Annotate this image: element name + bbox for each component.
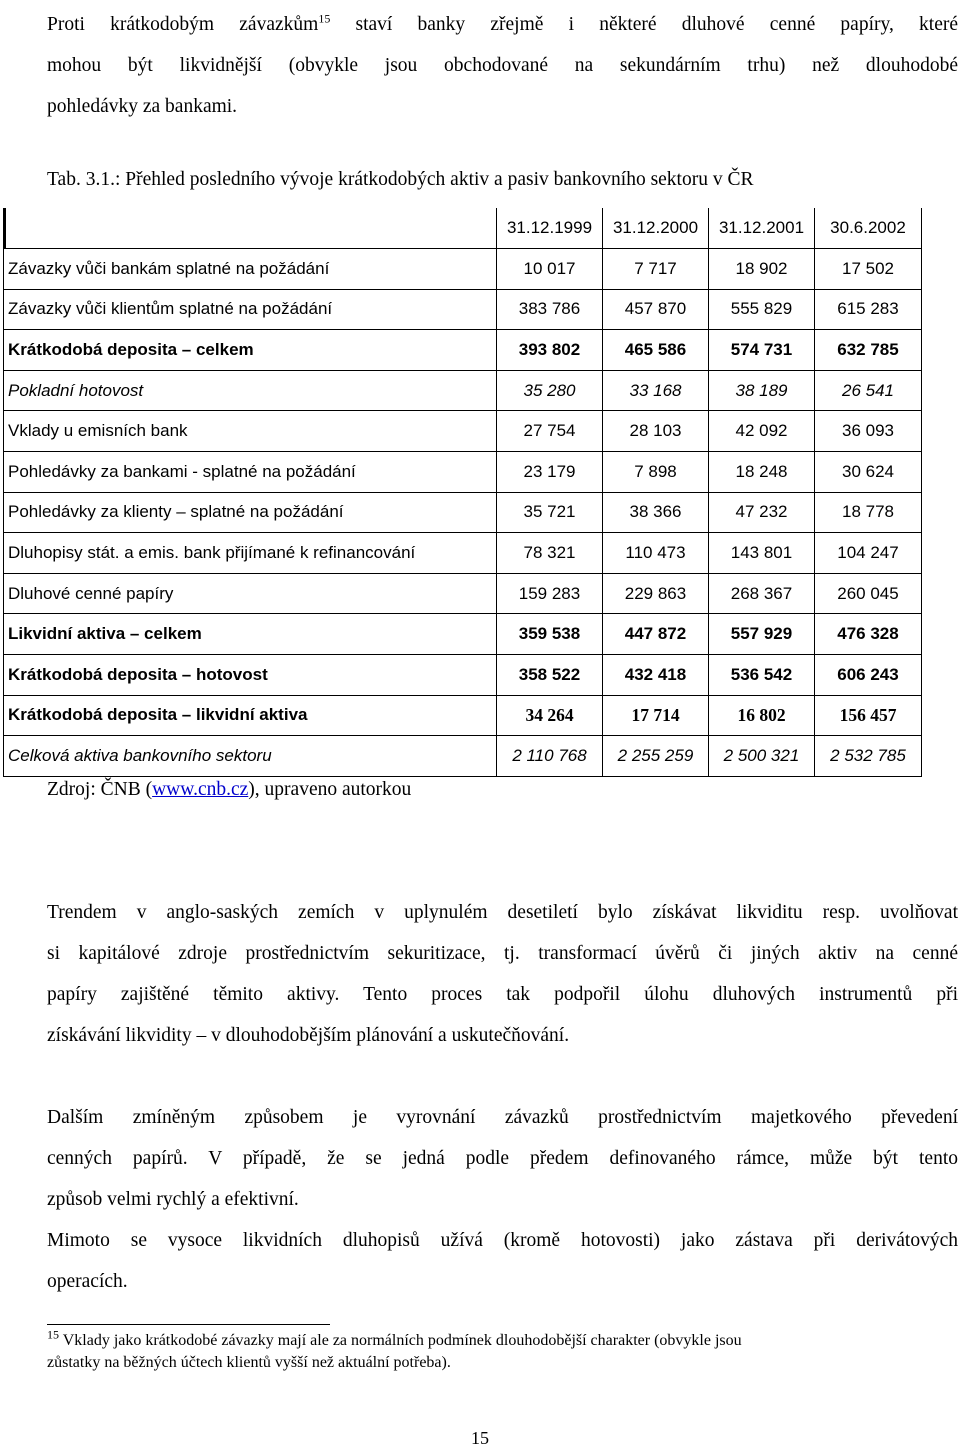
- table-row: [4, 330, 922, 371]
- column-header: 31.12.1999: [497, 208, 603, 249]
- table-cell: 260 045: [815, 573, 922, 614]
- header-corner-mark: [3, 208, 6, 249]
- table-cell: 36 093: [815, 411, 922, 452]
- footnote-divider: [47, 1324, 330, 1325]
- table-row: [4, 614, 922, 655]
- table-row: [4, 411, 922, 452]
- table-cell: 33 168: [603, 370, 709, 411]
- row-label: Krátkodobá deposita – celkem: [4, 330, 497, 371]
- table-row: [4, 736, 922, 777]
- page-number: 15: [471, 1428, 489, 1448]
- table-cell: 78 321: [497, 533, 603, 574]
- table-cell: 358 522: [497, 655, 603, 696]
- row-label: Likvidní aktiva – celkem: [4, 614, 497, 655]
- table-cell: 35 280: [497, 370, 603, 411]
- para2-line: Dalším zmíněným způsobem je vyrovnání závazků prostřednictvím majetkového převedení: [47, 1107, 958, 1128]
- intro-paragraph: [47, 4, 958, 127]
- table-cell: 38 366: [603, 492, 709, 533]
- table-cell: 476 328: [815, 614, 922, 655]
- intro-line-3: pohledávky za bankami.: [47, 96, 238, 117]
- table-cell: 632 785: [815, 330, 922, 371]
- table-cell: 156 457: [815, 695, 922, 736]
- header-empty-cell: [4, 208, 497, 249]
- table-cell: 143 801: [709, 533, 815, 574]
- table-cell: 2 532 785: [815, 736, 922, 777]
- table-cell: 457 870: [603, 289, 709, 330]
- table-cell: 615 283: [815, 289, 922, 330]
- table-cell: 18 902: [709, 249, 815, 290]
- table-cell: 23 179: [497, 452, 603, 493]
- table-cell: 536 542: [709, 655, 815, 696]
- para2-line: cenných papírů. V případě, že se jedná podle předem definovaného rámce, může být tento: [47, 1148, 958, 1169]
- row-label: Pohledávky za klienty – splatné na požádání: [4, 492, 497, 533]
- table-header-row: [4, 208, 922, 249]
- table-cell: 26 541: [815, 370, 922, 411]
- table-caption: Tab. 3.1.: Přehled posledního vývoje krátkodobých aktiv a pasiv bankovního sektoru v ČR: [47, 169, 754, 190]
- table-cell: 606 243: [815, 655, 922, 696]
- table-cell: 17 714: [603, 695, 709, 736]
- table-row: [4, 289, 922, 330]
- row-label: Vklady u emisních bank: [4, 411, 497, 452]
- table-cell: 557 929: [709, 614, 815, 655]
- table-cell: 393 802: [497, 330, 603, 371]
- table-cell: 555 829: [709, 289, 815, 330]
- table-cell: 110 473: [603, 533, 709, 574]
- table-cell: 7 717: [603, 249, 709, 290]
- table-cell: 38 189: [709, 370, 815, 411]
- footnote-ref-15[interactable]: 15: [318, 11, 331, 26]
- table-cell: 465 586: [603, 330, 709, 371]
- table-row: [4, 573, 922, 614]
- table-row: [4, 655, 922, 696]
- table-cell: 2 110 768: [497, 736, 603, 777]
- row-label: Pohledávky za bankami - splatné na požádání: [4, 452, 497, 493]
- row-label: Celková aktiva bankovního sektoru: [4, 736, 497, 777]
- row-label: Pokladní hotovost: [4, 370, 497, 411]
- row-label: Dluhové cenné papíry: [4, 573, 497, 614]
- column-header: 30.6.2002: [815, 208, 922, 249]
- source-link[interactable]: www.cnb.cz: [152, 779, 249, 800]
- table-cell: 28 103: [603, 411, 709, 452]
- row-label: Závazky vůči bankám splatné na požádání: [4, 249, 497, 290]
- row-label: Krátkodobá deposita – likvidní aktiva: [4, 695, 497, 736]
- column-header: 31.12.2000: [603, 208, 709, 249]
- intro-line-2: mohou být likvidnější (obvykle jsou obchodované na sekundárním trhu) než dlouhodobé: [47, 55, 958, 76]
- data-table: [3, 208, 922, 777]
- paragraph-collateral: [47, 1220, 958, 1302]
- table-cell: 16 802: [709, 695, 815, 736]
- table-row: [4, 249, 922, 290]
- table-cell: 432 418: [603, 655, 709, 696]
- para2-line: způsob velmi rychlý a efektivní.: [47, 1189, 299, 1210]
- para3-line: operacích.: [47, 1271, 128, 1292]
- paragraph-settlement: [47, 1097, 958, 1220]
- table-cell: 35 721: [497, 492, 603, 533]
- para1-line: papíry zajištěné těmito aktivy. Tento proces tak podpořil úlohu dluhových instrumentů při: [47, 984, 958, 1005]
- paragraph-securitization: [47, 892, 958, 1056]
- para1-line: Trendem v anglo-saských zemích v uplynulém desetiletí bylo získávat likviditu resp. uvolňovat: [47, 902, 958, 923]
- table-cell: 268 367: [709, 573, 815, 614]
- intro-line-1: Proti krátkodobým závazkům$^{15}$ staví banky zřejmě i některé dluhové cenné papíry, které: [47, 11, 958, 35]
- table-cell: 2 255 259: [603, 736, 709, 777]
- row-label: Závazky vůči klientům splatné na požádání: [4, 289, 497, 330]
- table-cell: 27 754: [497, 411, 603, 452]
- table-cell: 42 092: [709, 411, 815, 452]
- table-cell: 159 283: [497, 573, 603, 614]
- table-cell: 229 863: [603, 573, 709, 614]
- para1-line: si kapitálové zdroje prostřednictvím sekuritizace, tj. transformací úvěrů či jiných aktiv na cenné: [47, 943, 958, 964]
- footnote-15: $^{15}$ Vklady jako krátkodobé závazky mají ale za normálních podmínek dlouhodobější charakter (obvykle jsou zůstatky na běžných účtech klientů vyšší než aktuální potřeba).: [47, 1327, 742, 1371]
- source-note: Zdroj: ČNB (www.cnb.cz), upraveno autorkou: [47, 779, 412, 800]
- table-row: [4, 695, 922, 736]
- table-cell: 34 264: [497, 695, 603, 736]
- table-cell: 17 502: [815, 249, 922, 290]
- table-cell: 2 500 321: [709, 736, 815, 777]
- table-cell: 47 232: [709, 492, 815, 533]
- table-cell: 30 624: [815, 452, 922, 493]
- table-cell: 574 731: [709, 330, 815, 371]
- table-cell: 10 017: [497, 249, 603, 290]
- row-label: Krátkodobá deposita – hotovost: [4, 655, 497, 696]
- footnote-number: 15: [47, 1327, 59, 1342]
- table-row: [4, 492, 922, 533]
- table-cell: 447 872: [603, 614, 709, 655]
- column-header: 31.12.2001: [709, 208, 815, 249]
- para1-line: získávání likvidity – v dlouhodobějším plánování a uskutečňování.: [47, 1025, 570, 1046]
- table-row: [4, 452, 922, 493]
- table-cell: 7 898: [603, 452, 709, 493]
- table-cell: 18 778: [815, 492, 922, 533]
- table-row: [4, 370, 922, 411]
- table-cell: 18 248: [709, 452, 815, 493]
- table-row: [4, 533, 922, 574]
- row-label: Dluhopisy stát. a emis. bank přijímané k refinancování: [4, 533, 497, 574]
- table-cell: 104 247: [815, 533, 922, 574]
- table-cell: 359 538: [497, 614, 603, 655]
- para3-line: Mimoto se vysoce likvidních dluhopisů užívá (kromě hotovosti) jako zástava při derivátových: [47, 1230, 958, 1251]
- table-cell: 383 786: [497, 289, 603, 330]
